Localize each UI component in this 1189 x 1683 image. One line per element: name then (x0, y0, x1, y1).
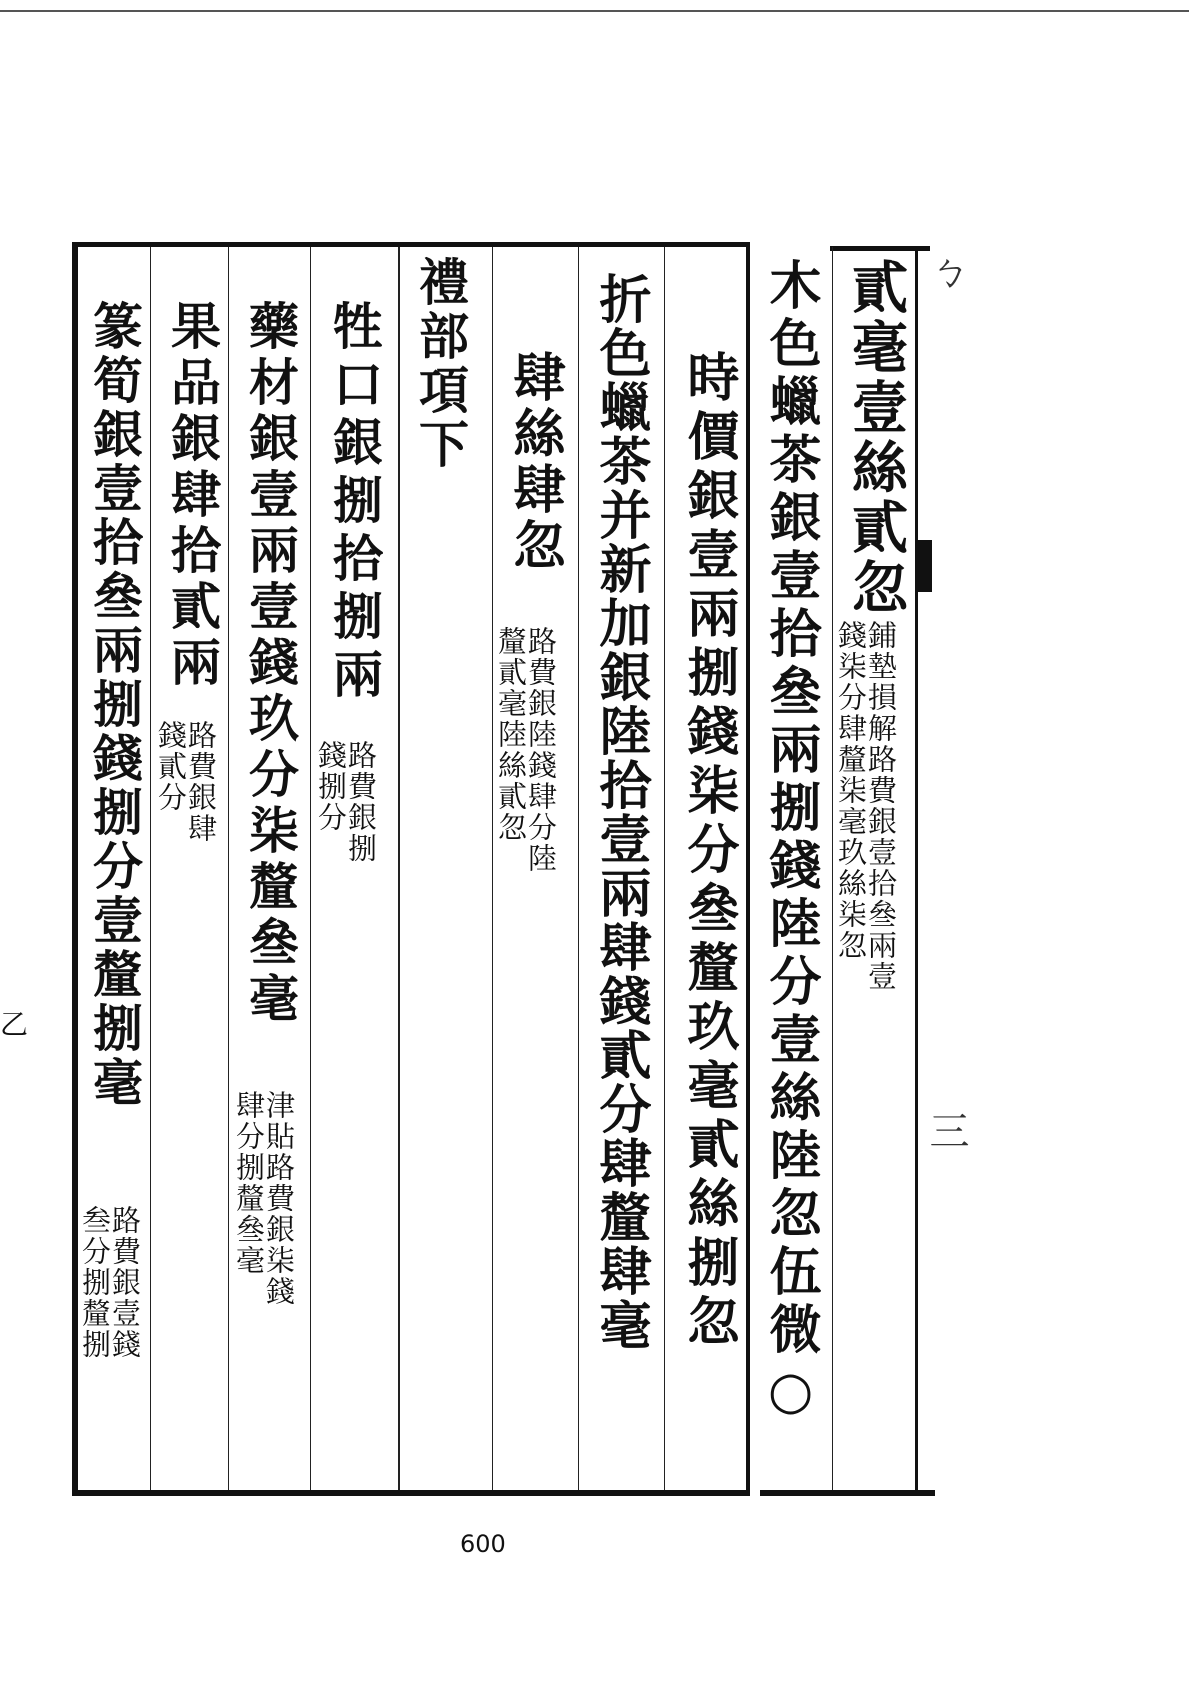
side-mark: 乙 (0, 1008, 29, 1041)
column-5-main: 肆絲肆忽 (504, 350, 565, 574)
right-edge-rule (915, 250, 918, 1495)
frame-right-rule (746, 242, 750, 1496)
column-7-note (316, 740, 376, 864)
column-10-note (80, 1205, 140, 1360)
column-8-note (234, 1090, 294, 1307)
column-8-main: 藥材銀壹兩壹錢玖分柒釐叄毫 (241, 300, 300, 1028)
column-9-note-line-1: 路費銀肆 (184, 720, 218, 844)
edge-fragment-top: ㄅ (923, 250, 969, 290)
fishtail-mark (918, 540, 932, 592)
column-rule (398, 247, 400, 1490)
column-1-note-line-1: 鋪墊損解路費銀壹拾叄兩壹 (864, 620, 898, 992)
right-frame-bottom (760, 1490, 935, 1496)
column-9-note (156, 720, 216, 844)
column-rule (310, 247, 311, 1490)
column-10-note-line-1: 路費銀壹錢 (108, 1205, 142, 1360)
column-7-note-line-2: 錢捌分 (314, 740, 348, 833)
column-4-main: 折色蠟茶并新加銀陸拾壹兩肆錢貳分肆釐肆毫 (590, 272, 651, 1352)
column-3-main: 時價銀壹兩捌錢柒分叄釐玖毫貳絲捌忽 (678, 350, 739, 1353)
column-2-main: 木色蠟茶銀壹拾叄兩捌錢陸分壹絲陸忽伍微○ (760, 258, 821, 1427)
section-heading: 禮部項下 (411, 256, 470, 472)
top-border (0, 0, 1189, 12)
column-9-main: 果品銀肆拾貳兩 (163, 300, 222, 692)
column-rule (492, 247, 493, 1490)
frame-top-rule (72, 242, 750, 247)
column-rule (228, 247, 229, 1490)
column-7-note-line-1: 路費銀捌 (344, 740, 378, 864)
column-1-note (836, 620, 896, 992)
column-1-note-line-2: 錢柒分肆釐柒毫玖絲柒忽 (834, 620, 868, 961)
column-9-note-line-2: 錢貳分 (154, 720, 188, 813)
column-rule (150, 247, 151, 1490)
column-5-note (496, 626, 556, 874)
column-5-note-line-2: 釐貳毫陸絲貳忽 (494, 626, 528, 843)
column-8-note-line-1: 津貼路費銀柒錢 (262, 1090, 296, 1307)
column-7-main: 牲口銀捌拾捌兩 (325, 300, 384, 706)
frame-bottom-rule (72, 1490, 750, 1496)
column-10-note-line-2: 叁分捌釐捌 (78, 1205, 112, 1360)
column-rule (578, 247, 579, 1490)
column-1-main: 貳毫壹絲貳忽 (843, 258, 909, 618)
column-5-note-line-1: 路費銀陸錢肆分陸 (524, 626, 558, 874)
column-rule (664, 247, 665, 1490)
edge-fragment-mid: 三 (923, 1110, 969, 1150)
column-rule (832, 247, 833, 1490)
column-8-note-line-2: 肆分捌釐叄毫 (232, 1090, 266, 1276)
column-10-main: 篆筍銀壹拾叄兩捌錢捌分壹釐捌毫 (85, 300, 144, 1110)
page-number: 600 (460, 1530, 506, 1558)
